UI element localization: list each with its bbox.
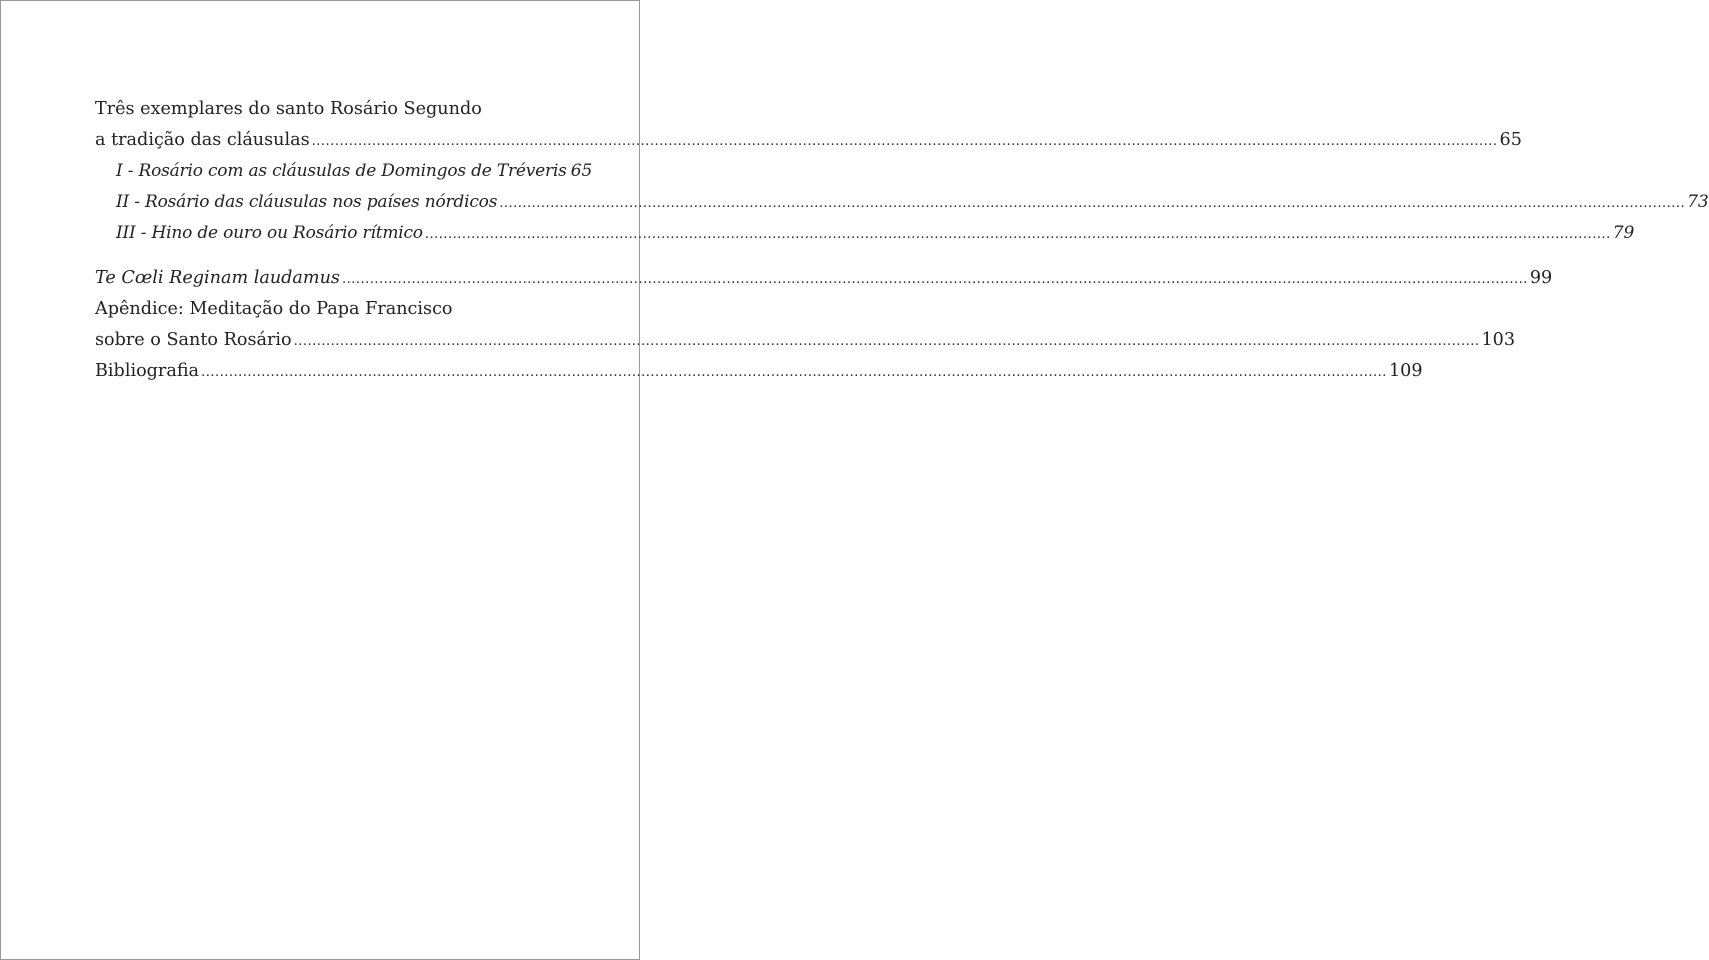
- toc-page-number: 65: [570, 161, 593, 181]
- toc-entry-text: I - Rosário com as cláusulas de Domingos de Tréveris: [116, 161, 567, 181]
- dot-leader: [425, 219, 1611, 250]
- toc-subentry-nordicos: [95, 187, 1709, 218]
- toc-entry-text: a tradição das cláusulas: [95, 130, 310, 150]
- toc-page-number: 109: [1388, 361, 1423, 381]
- toc-entry-text: Bibliografia: [95, 361, 200, 381]
- toc-page-number: 99: [1529, 268, 1553, 288]
- toc-entry-text: II - Rosário das cláusulas nos países nórdicos: [116, 192, 498, 212]
- dot-leader: [312, 126, 1498, 157]
- toc-entry-text: Três exemplares do santo Rosário Segundo: [95, 99, 482, 119]
- dot-leader: [342, 264, 1528, 295]
- toc-subentry-hino-de-ouro: [95, 218, 1635, 249]
- toc-entry-apendice: [95, 325, 1516, 356]
- toc-entry-heading-line-1: [95, 94, 551, 125]
- dot-leader: [201, 357, 1387, 388]
- dot-leader: [294, 326, 1480, 357]
- toc-page-number: 103: [1481, 330, 1516, 350]
- toc-entry-clausulas: [95, 125, 1522, 156]
- toc-page-number: 73: [1687, 192, 1709, 212]
- table-of-contents: [95, 94, 1709, 387]
- dot-leader: [499, 188, 1685, 219]
- toc-subentry-treveris: [95, 156, 593, 187]
- toc-page-number: 79: [1612, 223, 1635, 243]
- toc-entry-bibliografia: [95, 356, 1423, 387]
- toc-entry-text: sobre o Santo Rosário: [95, 330, 292, 350]
- toc-entry-te-coeli: [95, 263, 1553, 294]
- toc-entry-text: Te Cœli Reginam laudamus: [95, 268, 340, 288]
- toc-page-number: 65: [1499, 130, 1522, 150]
- section-spacer: [95, 249, 551, 263]
- toc-entry-apendice-line-1: [95, 294, 551, 325]
- toc-entry-text: III - Hino de ouro ou Rosário rítmico: [116, 223, 423, 243]
- toc-entry-text: Apêndice: Meditação do Papa Francisco: [95, 299, 453, 319]
